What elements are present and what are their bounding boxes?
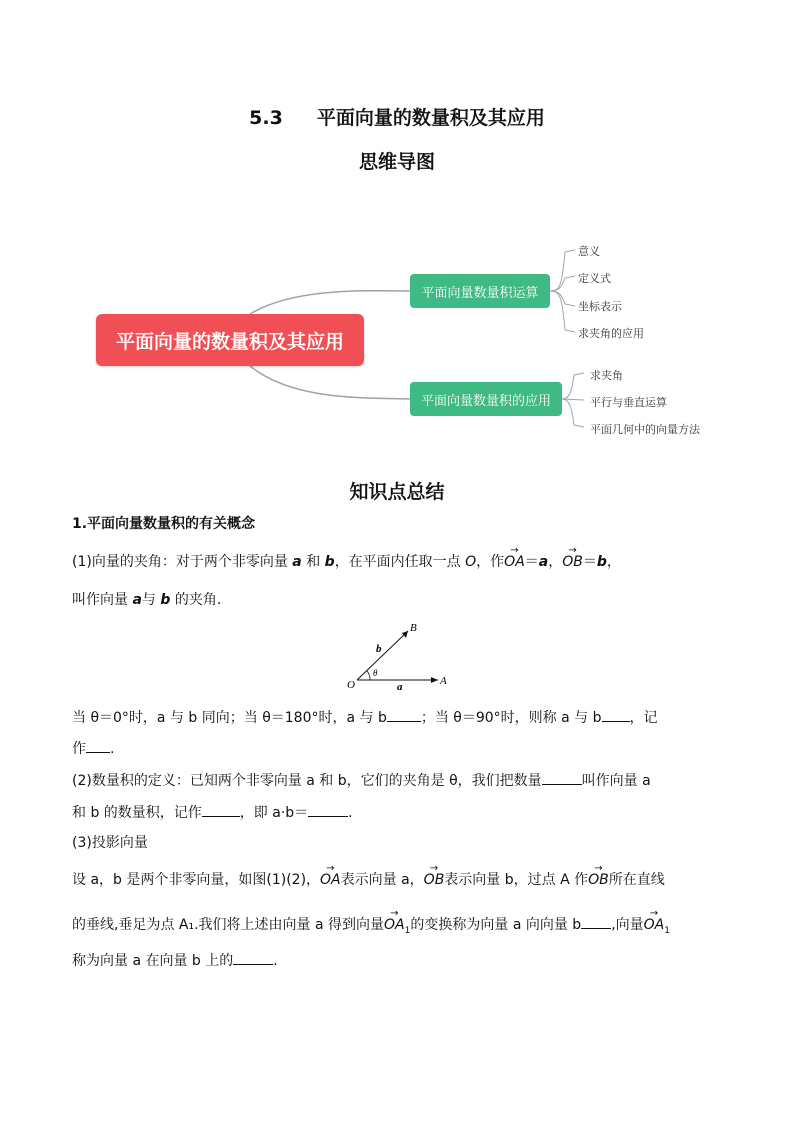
angle-theta-label: θ [373, 668, 378, 678]
mind-map-leaf: 平面几何中的向量方法 [590, 423, 700, 436]
point-o-label: O [347, 679, 355, 691]
paragraph-projection: 设 a，b 是两个非零向量，如图(1)(2)，→ OA表示向量 a，→ OB表示向量 b，过点 A 作→ OB所在直线 [72, 870, 722, 890]
mind-map-branch-operation: 平面向量数量积运算 [410, 274, 550, 308]
mind-map-leaf: 平行与垂直运算 [590, 396, 667, 409]
mind-map-branch-application: 平面向量数量积的应用 [410, 382, 562, 416]
concept-title: 1.平面向量数量积的有关概念 [72, 516, 256, 532]
paragraph-angle-cases-2: 作 . [72, 736, 722, 759]
paragraph-angle-cases: 当 θ＝0°时，a 与 b 同向；当 θ＝180°时，a 与 b ；当 θ＝90°时，则称 a 与 b ，记 [72, 705, 722, 728]
paragraph-projection-3: 称为向量 a 在向量 b 上的 . [72, 948, 722, 971]
mind-map-leaf: 求夹角 [590, 369, 623, 382]
paragraph-angle-definition: (1)向量的夹角：对于两个非零向量 a 和 b，在平面内任取一点 O，作→ OA＝a，→ OB＝b， [72, 552, 722, 572]
section-number: 5.3 [249, 107, 283, 129]
page-title [0, 103, 794, 130]
mind-map-leaf: 定义式 [578, 272, 611, 285]
title-text: 平面向量的数量积及其应用 [316, 107, 545, 129]
angle-diagram [340, 618, 450, 698]
paragraph-dot-product-definition: (2)数量积的定义：已知两个非零向量 a 和 b，它们的夹角是 θ，我们把数量 叫作向量 a [72, 768, 722, 791]
vector-a-label: a [397, 681, 403, 693]
mind-map-leaf: 意义 [578, 245, 600, 258]
mind-map-central-node: 平面向量的数量积及其应用 [96, 314, 364, 366]
mind-map [0, 230, 794, 440]
mind-map-leaf: 坐标表示 [578, 300, 622, 313]
mind-map-leaf: 求夹角的应用 [578, 327, 644, 340]
vector-b-label: b [376, 643, 382, 655]
projection-title: (3)投影向量 [72, 835, 148, 851]
paragraph-dot-product-definition-2: 和 b 的数量积，记作 ，即 a·b＝ . [72, 800, 722, 823]
section-heading: 知识点总结 [349, 481, 445, 503]
page-subtitle: 思维导图 [358, 151, 435, 173]
point-a-label: A [440, 675, 447, 687]
paragraph-angle-definition-2: 叫作向量 a与 b 的夹角. [72, 592, 222, 608]
point-b-label: B [410, 622, 417, 634]
paragraph-projection-2: 的垂线,垂足为点 A₁.我们将上述由向量 a 得到向量→ $OA_1$的变换称为向量 a 向向量 b ,向量→ $OA_1$ [72, 912, 722, 941]
